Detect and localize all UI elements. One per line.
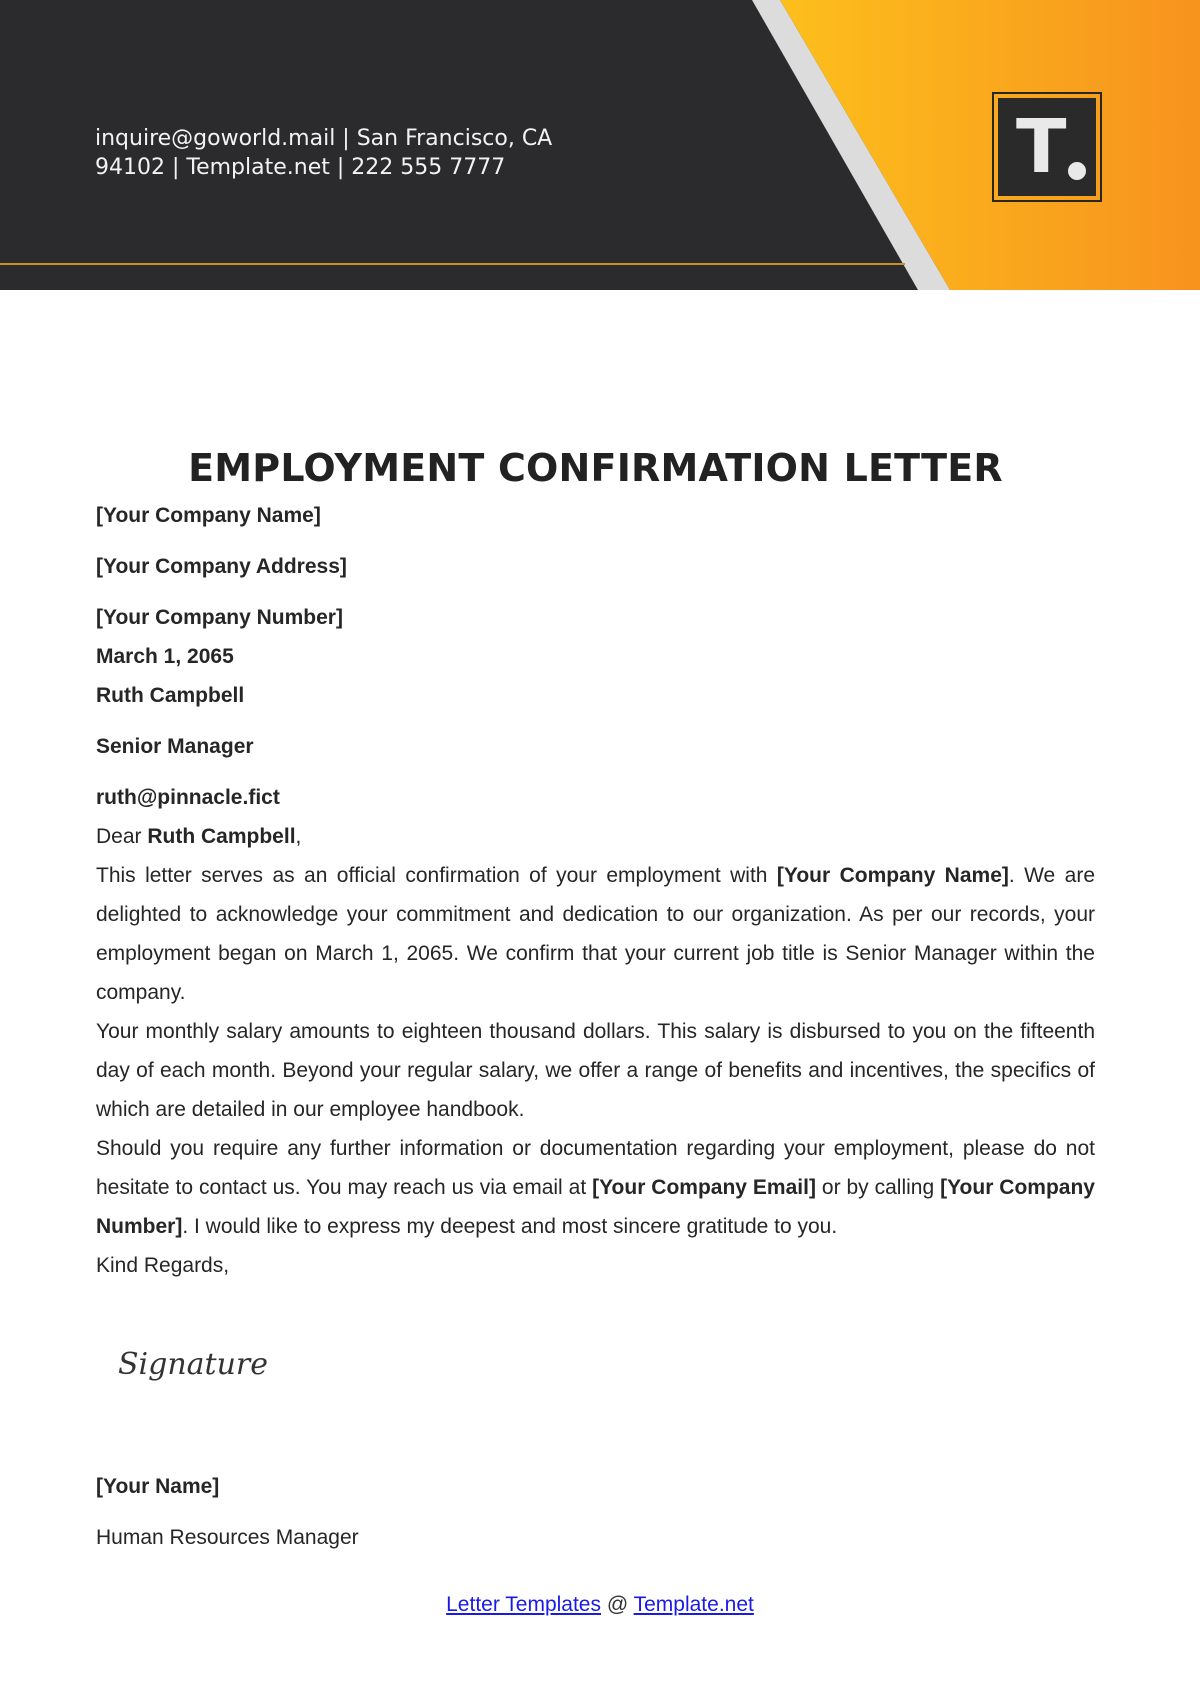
paragraph-employment bbox=[96, 856, 1095, 1012]
company-address: [Your Company Address] bbox=[96, 555, 347, 578]
contact-line-2: 94102 | Template.net | 222 555 7777 bbox=[95, 155, 506, 180]
salutation-name: Ruth Campbell bbox=[147, 825, 296, 848]
p3-text-a: Should you require any further information or documentation regarding your employment, please do not hesitate to contact us. You may reach us via email at bbox=[96, 1137, 1095, 1199]
company-name: [Your Company Name] bbox=[96, 504, 321, 527]
p1-company-name: [Your Company Name] bbox=[776, 864, 1009, 887]
letter-date: March 1, 2065 bbox=[96, 645, 234, 668]
header-contact-info bbox=[95, 124, 615, 182]
salutation-suffix: , bbox=[295, 825, 302, 848]
closing: Kind Regards, bbox=[96, 1254, 230, 1277]
company-number: [Your Company Number] bbox=[96, 606, 343, 629]
contact-line-1: inquire@goworld.mail | San Francisco, CA bbox=[95, 126, 553, 151]
recipient-email: ruth@pinnacle.fict bbox=[96, 786, 280, 809]
salutation bbox=[96, 817, 1095, 856]
p1-text-a: This letter serves as an official confirmation of your employment with bbox=[96, 864, 777, 887]
salutation-prefix: Dear bbox=[96, 825, 148, 848]
letter-templates-link[interactable]: Letter Templates bbox=[446, 1593, 601, 1616]
footer-separator: @ bbox=[601, 1593, 634, 1616]
recipient-title: Senior Manager bbox=[96, 735, 254, 758]
company-logo bbox=[992, 92, 1102, 202]
letter-body bbox=[96, 440, 1095, 1557]
paragraph-salary: Your monthly salary amounts to eighteen thousand dollars. This salary is disbursed to you on the fifteenth day of each month. Beyond your regular salary, we offer a range of benefits and incentives, the specifics of which are detailed in our employee handbook. bbox=[96, 1020, 1095, 1121]
footer bbox=[0, 1590, 1200, 1620]
sender-name: [Your Name] bbox=[96, 1475, 220, 1498]
template-net-link[interactable]: Template.net bbox=[633, 1593, 754, 1616]
letter-title: EMPLOYMENT CONFIRMATION LETTER bbox=[188, 446, 1003, 490]
letterhead-banner bbox=[0, 0, 1200, 290]
p3-company-email: [Your Company Email] bbox=[592, 1176, 816, 1199]
p3-text-c: or by calling bbox=[815, 1176, 941, 1199]
logo-letter: T bbox=[1016, 104, 1067, 190]
p1-text-c: . We are delighted to acknowledge your commitment and dedication to our organization. As per our records, your employment began on March 1, 2065. We confirm that your current job title is Senior Manager within the company. bbox=[96, 864, 1096, 1004]
p3-company-number: [Your Company Number] bbox=[96, 1176, 1095, 1238]
sender-title: Human Resources Manager bbox=[96, 1526, 359, 1549]
signature: Signature bbox=[118, 1347, 269, 1382]
paragraph-contact bbox=[96, 1129, 1095, 1246]
recipient-name: Ruth Campbell bbox=[96, 684, 245, 707]
p3-text-e: . I would like to express my deepest and most sincere gratitude to you. bbox=[182, 1215, 838, 1238]
logo-dot-icon bbox=[1068, 162, 1086, 180]
